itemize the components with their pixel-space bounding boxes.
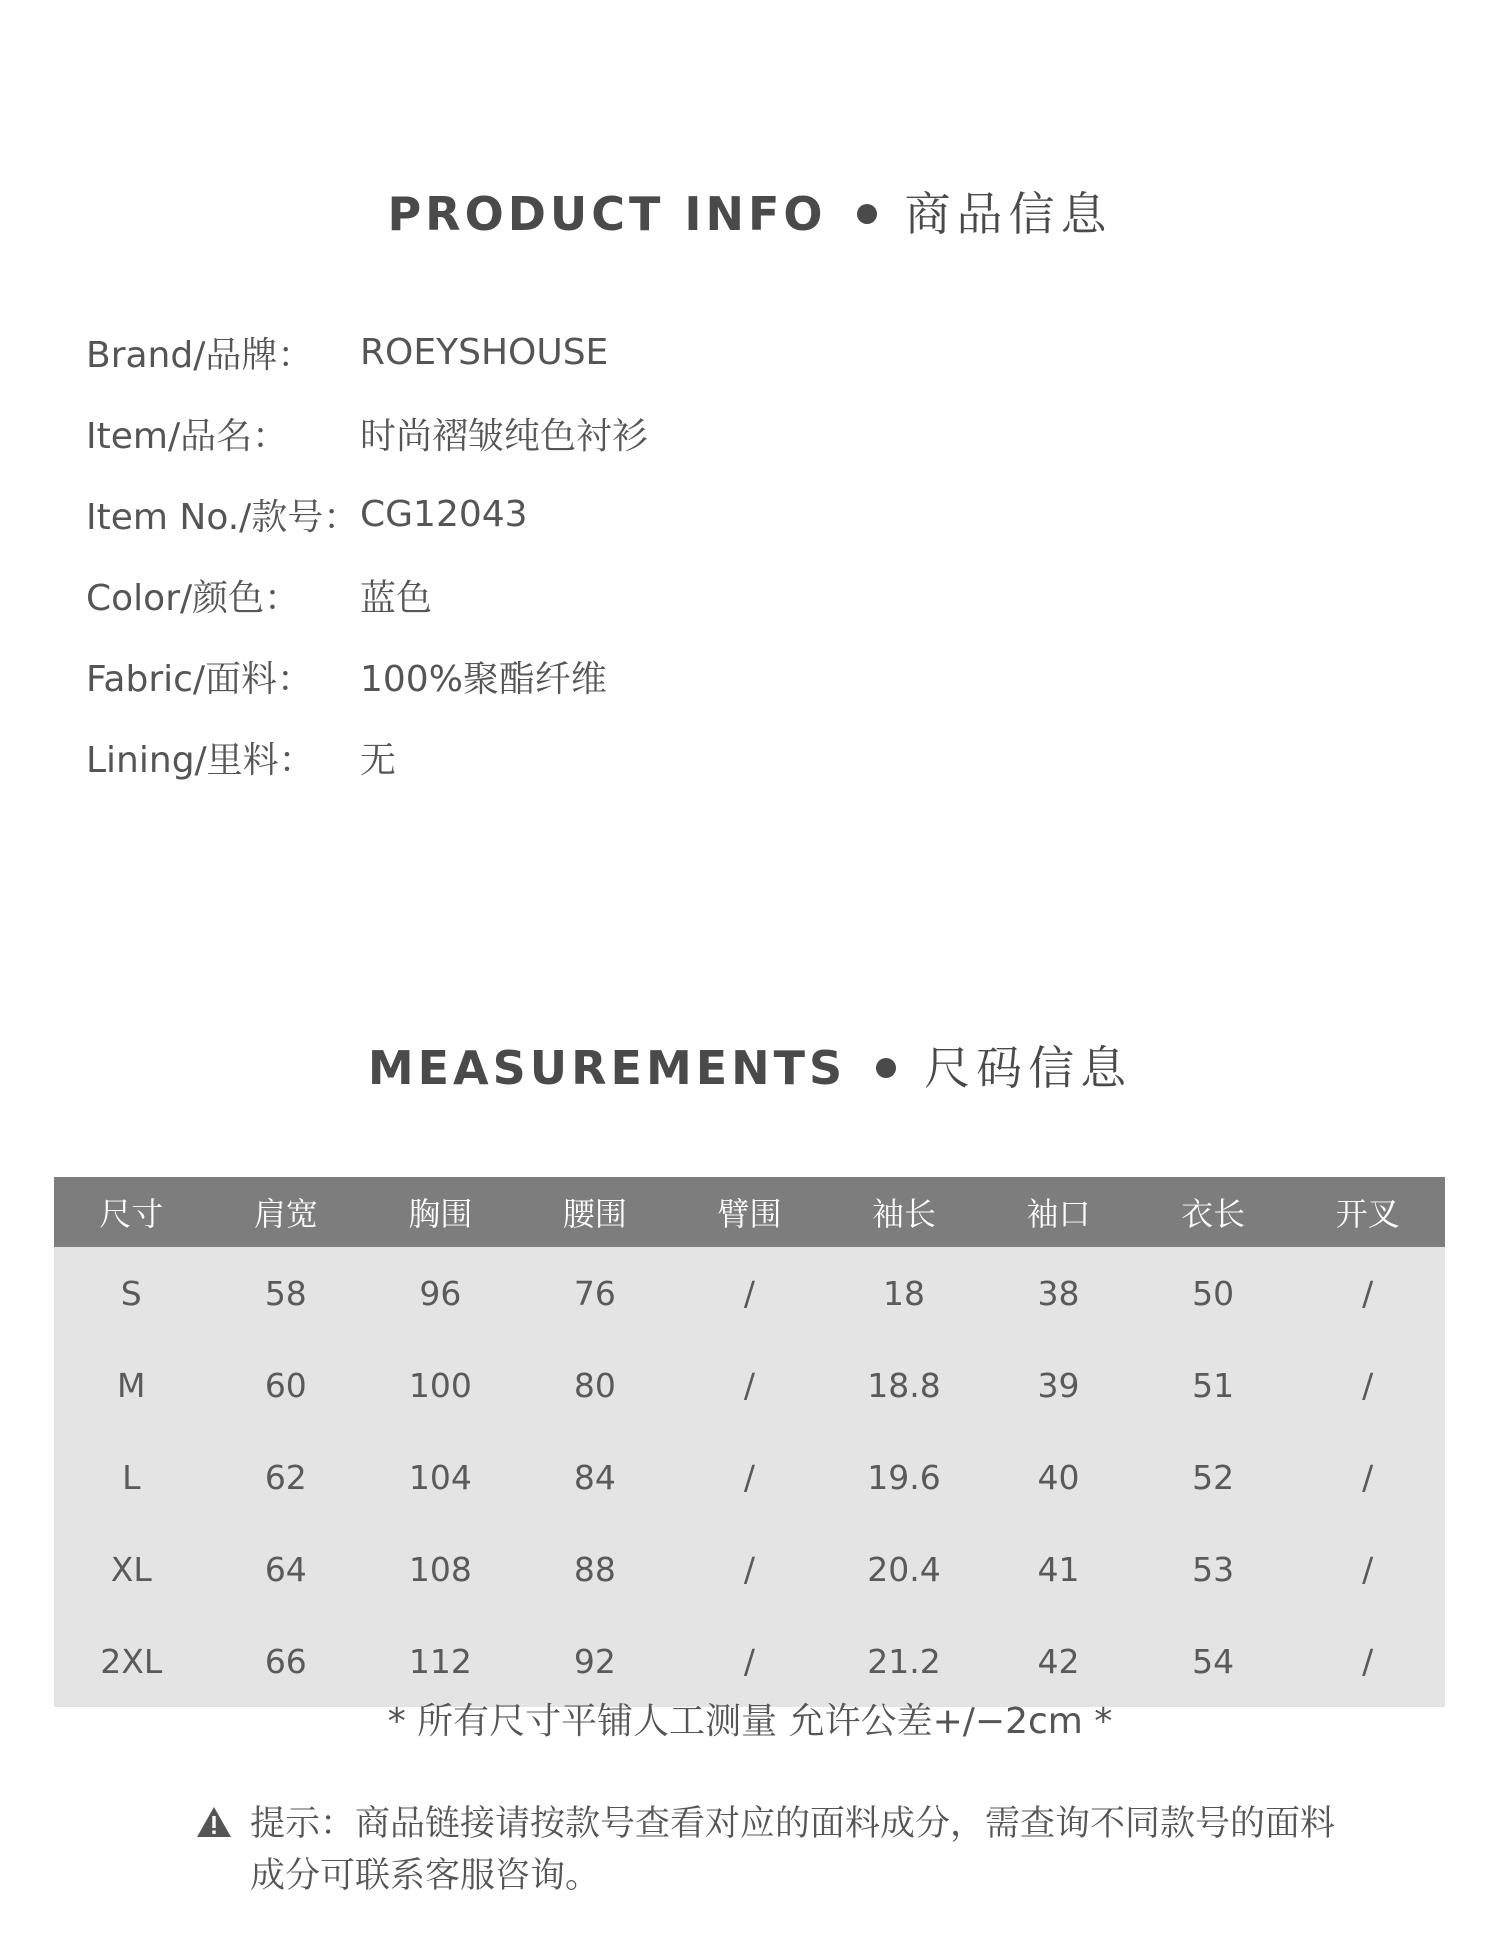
table-cell: M (117, 1365, 146, 1405)
product-info-title (0, 178, 1500, 244)
table-cell: XL (110, 1549, 152, 1589)
table-cell: 60 (264, 1365, 307, 1405)
info-row (86, 393, 648, 474)
table-cell: / (743, 1273, 756, 1313)
table-cell: 39 (1037, 1365, 1080, 1405)
table-cell: 51 (1192, 1365, 1235, 1405)
table-cell: / (1362, 1457, 1374, 1497)
table-header-cell: 臂围 (717, 1195, 782, 1233)
table-cell: / (743, 1365, 756, 1405)
measurements-title (0, 1032, 1500, 1098)
table-cell: 54 (1192, 1641, 1235, 1681)
table-cell: 76 (573, 1273, 616, 1313)
table-cell: 80 (573, 1365, 616, 1405)
table-cell: 108 (408, 1549, 472, 1589)
info-label: Brand/品牌： (86, 335, 314, 376)
table-cell: 64 (264, 1549, 307, 1589)
table-header-cell: 腰围 (562, 1195, 627, 1233)
info-value: ROEYSHOUSE (360, 332, 609, 373)
info-value: 时尚褶皱纯色衬衫 (360, 416, 649, 457)
table-cell: 62 (264, 1457, 307, 1497)
table-cell: 18 (883, 1273, 925, 1313)
size-table (54, 1177, 1445, 1707)
info-row (86, 474, 648, 555)
table-cell: / (743, 1457, 756, 1497)
table-cell: 112 (408, 1641, 472, 1681)
table-cell: 41 (1037, 1549, 1080, 1589)
info-value: 蓝色 (360, 578, 433, 619)
table-row (54, 1523, 1445, 1615)
table-cell: / (743, 1641, 756, 1681)
table-header-cell: 胸围 (408, 1195, 473, 1233)
info-value: 无 (360, 740, 397, 781)
info-row (86, 636, 648, 717)
table-cell: / (1362, 1641, 1374, 1681)
table-cell: 40 (1037, 1457, 1080, 1497)
table-cell: 96 (419, 1273, 462, 1313)
info-row (86, 717, 648, 798)
product-info-title-en: PRODUCT INFO (387, 187, 827, 241)
table-cell: 104 (408, 1457, 472, 1497)
info-label: Item No./款号： (86, 497, 360, 538)
table-cell: 52 (1192, 1457, 1235, 1497)
size-table-body (54, 1247, 1445, 1707)
table-header-cell: 肩宽 (253, 1195, 318, 1233)
info-label: Fabric/面料： (86, 659, 314, 700)
measurements-title-cn: 尺码信息 (924, 1041, 1133, 1095)
table-header-cell: 衣长 (1181, 1195, 1246, 1233)
info-label: Item/品名： (86, 416, 289, 457)
product-info-title-cn: 商品信息 (904, 187, 1113, 241)
table-cell: L (122, 1457, 141, 1497)
warning-icon (196, 1806, 232, 1838)
info-value: CG12043 (360, 494, 528, 535)
table-row (54, 1431, 1445, 1523)
table-cell: 50 (1192, 1273, 1235, 1313)
info-row (86, 312, 648, 393)
measurement-note: * 所有尺寸平铺人工测量 允许公差+/−2cm * (387, 1701, 1113, 1742)
info-label: Lining/里料： (86, 740, 315, 781)
table-cell: / (1362, 1273, 1374, 1313)
table-cell: S (120, 1273, 142, 1313)
info-row (86, 555, 648, 636)
table-cell: 92 (573, 1641, 616, 1681)
table-cell: 21.2 (867, 1641, 941, 1681)
table-header-cell: 尺寸 (99, 1195, 164, 1233)
table-row (54, 1247, 1445, 1339)
table-cell: 38 (1037, 1273, 1080, 1313)
product-info-list (86, 312, 648, 798)
table-cell: / (1362, 1549, 1374, 1589)
table-cell: 100 (408, 1365, 472, 1405)
table-row (54, 1339, 1445, 1431)
table-cell: 18.8 (867, 1365, 941, 1405)
bullet-dot-icon (857, 204, 877, 224)
tip-block (196, 1798, 1336, 1902)
table-cell: 42 (1037, 1641, 1080, 1681)
info-value: 100%聚酯纤维 (360, 659, 607, 700)
table-cell: 2XL (100, 1641, 163, 1681)
table-header-cell: 开叉 (1335, 1195, 1400, 1233)
size-table-header-row (54, 1177, 1445, 1247)
measurements-title-en: MEASUREMENTS (367, 1041, 847, 1095)
table-cell: / (1362, 1365, 1374, 1405)
table-cell: 66 (264, 1641, 307, 1681)
table-header-cell: 袖口 (1026, 1195, 1091, 1233)
table-cell: / (743, 1549, 756, 1589)
tip-text: 提示：商品链接请按款号查看对应的面料成分，需查询不同款号的面料成分可联系客服咨询。 (250, 1804, 1336, 1896)
table-cell: 88 (573, 1549, 616, 1589)
table-cell: 84 (573, 1457, 616, 1497)
bullet-dot-icon (876, 1058, 896, 1078)
info-label: Color/颜色： (86, 578, 301, 619)
table-header-cell: 袖长 (872, 1195, 937, 1233)
table-cell: 53 (1192, 1549, 1235, 1589)
table-cell: 19.6 (867, 1457, 941, 1497)
table-cell: 20.4 (867, 1549, 941, 1589)
table-cell: 58 (264, 1273, 307, 1313)
